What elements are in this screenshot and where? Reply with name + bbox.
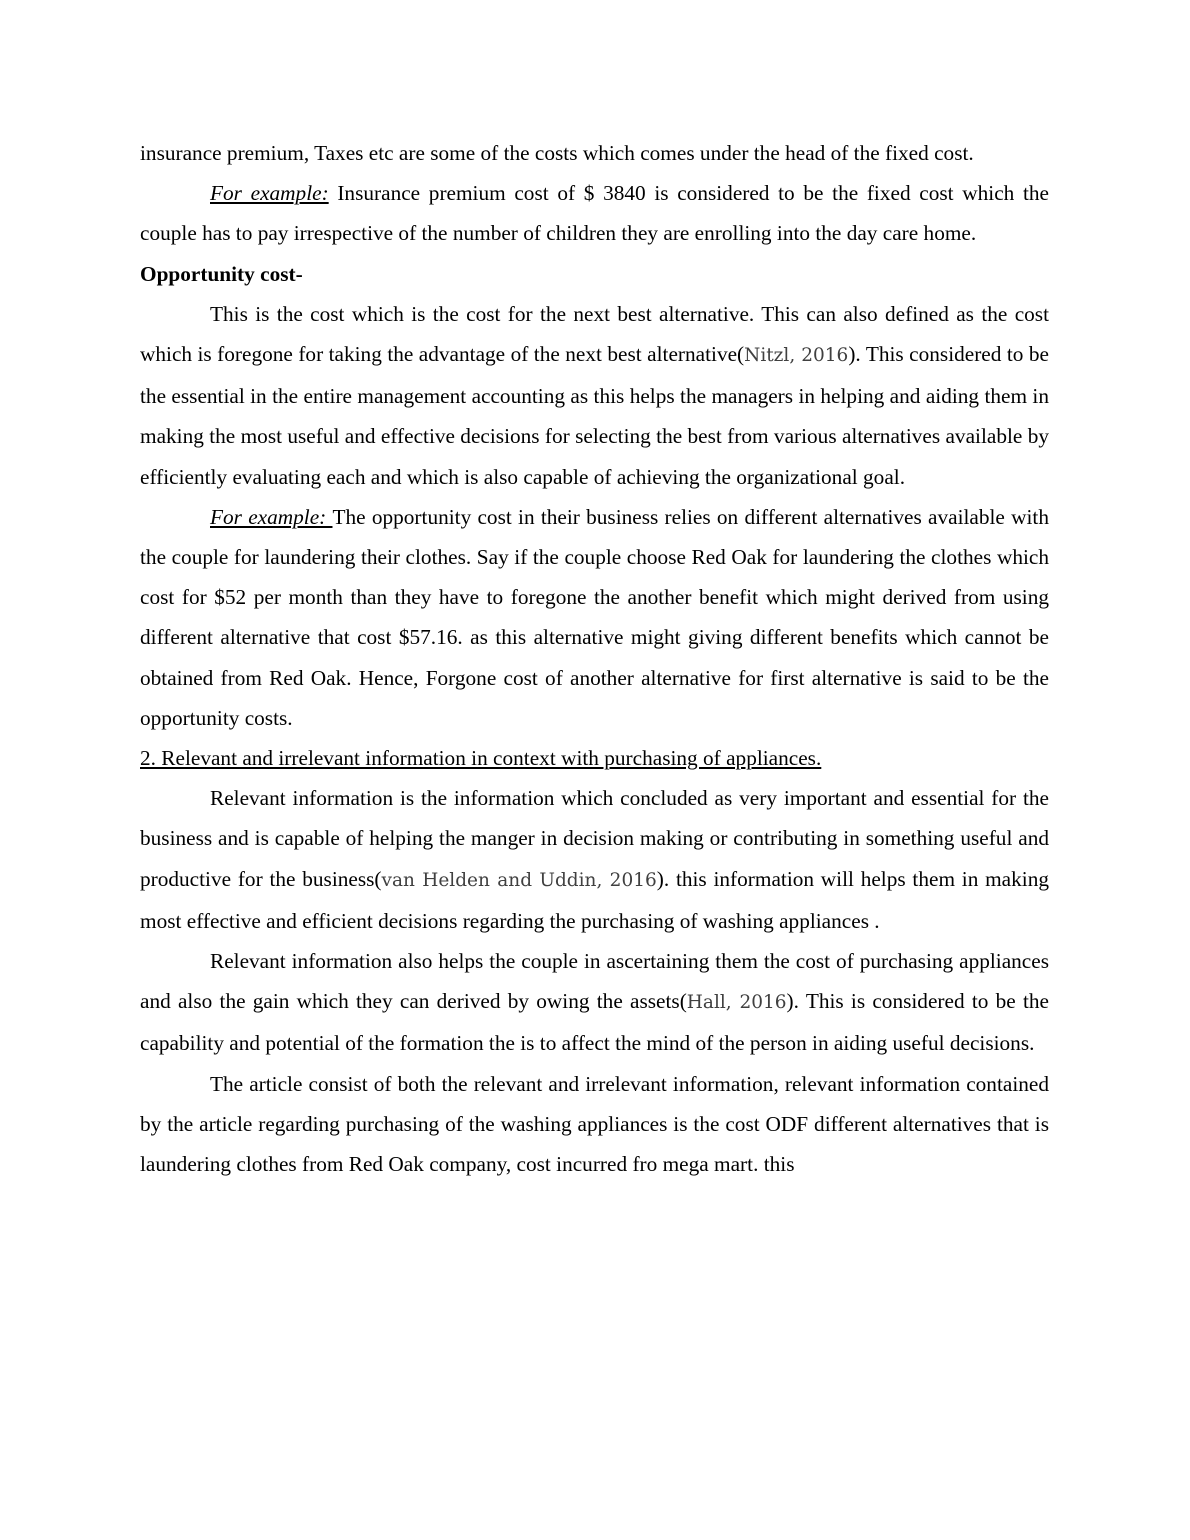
- paragraph-relevant-information: [140, 778, 1049, 941]
- document-page: [140, 133, 1049, 1184]
- text-run: ). This considered to be the essential in the entire management accounting as this helps the managers in helping and aiding them in making the most useful and effective decisions for selecting the best from various alternatives available by efficiently evaluating each and which is also capable of achieving the organizational goal.: [140, 342, 1049, 489]
- text-run: ). This is considered to be the capability and potential of the formation the is to affect the mind of the person in aiding useful decisions.: [140, 989, 1049, 1056]
- example-label: For example:: [210, 504, 333, 529]
- paragraph-opportunity-example: [140, 497, 1049, 738]
- citation: Nitzl, 2016: [744, 345, 849, 367]
- paragraph-fixed-cost-continuation: insurance premium, Taxes etc are some of the costs which comes under the head of the fixed cost.: [140, 141, 974, 165]
- heading-section-2: 2. Relevant and irrelevant information in context with purchasing of appliances.: [140, 746, 822, 771]
- text-run: Relevant information also helps the couple in ascertaining them the cost of purchasing appliances and also the gain which they can derived by owing the assets(: [140, 949, 1049, 1014]
- text-run: Relevant information is the information which concluded as very important and essential for the business and is capable of helping the manger in decision making or contributing in something useful and productive for the business(: [140, 786, 1049, 891]
- example-label: For example:: [210, 181, 329, 206]
- paragraph-fixed-cost-example: [140, 173, 1049, 253]
- example-text: The opportunity cost in their business relies on different alternatives available with the couple for laundering their clothes. Say if the couple choose Red Oak for laundering the clothes which cost for $52 per month than they have to foregone the another benefit which might derived from using different alternative that cost $57.16. as this alternative might giving different benefits which cannot be obtained from Red Oak. Hence, Forgone cost of another alternative for first alternative is said to be the opportunity costs.: [140, 504, 1049, 730]
- paragraph-opportunity-definition: [140, 294, 1049, 497]
- text-run: ). this information will helps them in making most effective and efficient decisions regarding the purchasing of washing appliances .: [140, 866, 1049, 933]
- heading-opportunity-cost: Opportunity cost-: [140, 261, 303, 286]
- example-text: Insurance premium cost of $ 3840 is considered to be the fixed cost which the couple has to pay irrespective of the number of children they are enrolling into the day care home.: [140, 181, 1049, 246]
- paragraph-relevant-information-cost: [140, 941, 1049, 1064]
- citation: Hall, 2016: [686, 992, 787, 1014]
- citation: van Helden and Uddin, 2016: [381, 869, 657, 891]
- text-run: This is the cost which is the cost for the next best alternative. This can also defined as the cost which is foregone for taking the advantage of the next best alternative(: [140, 301, 1049, 367]
- paragraph-article-information: The article consist of both the relevant and irrelevant information, relevant information contained by the article regarding purchasing of the washing appliances is the cost ODF different alternatives that is laundering clothes from Red Oak company, cost incurred fro mega mart. this: [140, 1071, 1049, 1177]
